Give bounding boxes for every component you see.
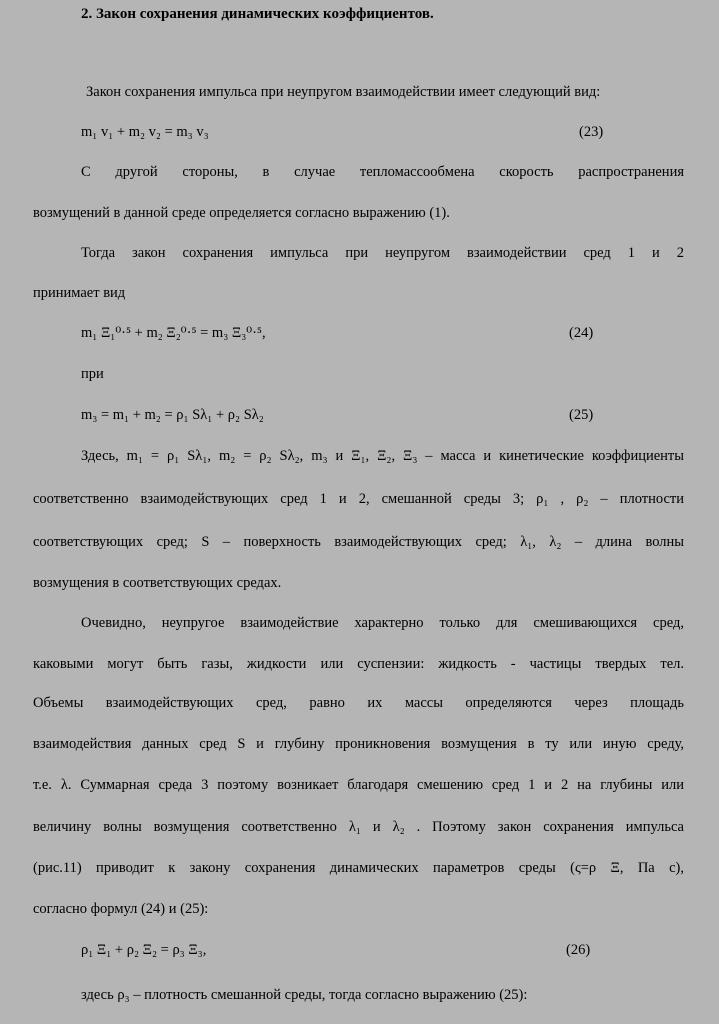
equation-number: (26) [566, 942, 591, 958]
formula-text: ρ₁ Ξ₁ + ρ₂ Ξ₂ = ρ₃ Ξ₃, [81, 942, 207, 958]
paragraph-line: возмущения в соответствующих средах. [33, 575, 282, 591]
section-title: 2. Закон сохранения динамических коэффициентов. [81, 6, 434, 22]
paragraph-line: принимает вид [33, 285, 126, 301]
paragraph-line: каковыми могут быть газы, жидкости или суспензии: жидкость - частицы твердых тел. [33, 656, 684, 672]
paragraph-line: согласно формул (24) и (25): [33, 901, 209, 917]
paragraph-line: взаимодействия данных сред S и глубину проникновения возмущения в ту или иную среду, [33, 736, 684, 752]
paragraph-line: здесь ρ₃ – плотность смешанной среды, тогда согласно выражению (25): [81, 987, 528, 1003]
formula-25 [81, 405, 684, 425]
paragraph-line: возмущений в данной среде определяется согласно выражению (1). [33, 205, 450, 221]
paragraph-line: Закон сохранения импульса при неупругом взаимодействии имеет следующий вид: [86, 84, 601, 100]
paragraph-line: Здесь, m₁ = ρ₁ Sλ₁, m₂ = ρ₂ Sλ₂, m₃ и Ξ₁, Ξ₂, Ξ₃ – масса и кинетические коэффициенты [81, 448, 684, 464]
formula-text: m₁ Ξ₁⁰·⁵ + m₂ Ξ₂⁰·⁵ = m₃ Ξ₃⁰·⁵, [81, 325, 266, 341]
formula-text: m₁ v₁ + m₂ v₂ = m₃ v₃ [81, 124, 209, 140]
paragraph-line: т.е. λ. Суммарная среда 3 поэтому возникает благодаря смешению сред 1 и 2 на глубины или [33, 777, 684, 793]
paragraph-line: Очевидно, неупругое взаимодействие характерно только для смешивающихся сред, [81, 615, 684, 631]
formula-text: m₃ = m₁ + m₂ = ρ₁ Sλ₁ + ρ₂ Sλ₂ [81, 407, 264, 423]
formula-26 [81, 940, 684, 960]
equation-number: (24) [569, 325, 594, 341]
paragraph-line: Тогда закон сохранения импульса при неупругом взаимодействии сред 1 и 2 [81, 245, 684, 261]
paragraph-line: соответствующих сред; S – поверхность взаимодействующих сред; λ₁, λ₂ – длина волны [33, 534, 684, 550]
equation-number: (25) [569, 407, 594, 423]
formula-24 [81, 323, 684, 343]
equation-number: (23) [579, 124, 604, 140]
formula-23 [81, 122, 684, 142]
paragraph-line: (рис.11) приводит к закону сохранения динамических параметров среды (ς=ρ Ξ, Па с), [33, 860, 684, 876]
paragraph-line: С другой стороны, в случае тепломассообмена скорость распространения [81, 164, 684, 180]
paragraph-line: при [81, 366, 104, 382]
paragraph-line: соответственно взаимодействующих сред 1 и 2, смешанной среды 3; ρ₁ , ρ₂ – плотности [33, 491, 684, 507]
paragraph-line: Объемы взаимодействующих сред, равно их массы определяются через площадь [33, 695, 684, 711]
paragraph-line: величину волны возмущения соответственно λ₁ и λ₂ . Поэтому закон сохранения импульса [33, 819, 684, 835]
